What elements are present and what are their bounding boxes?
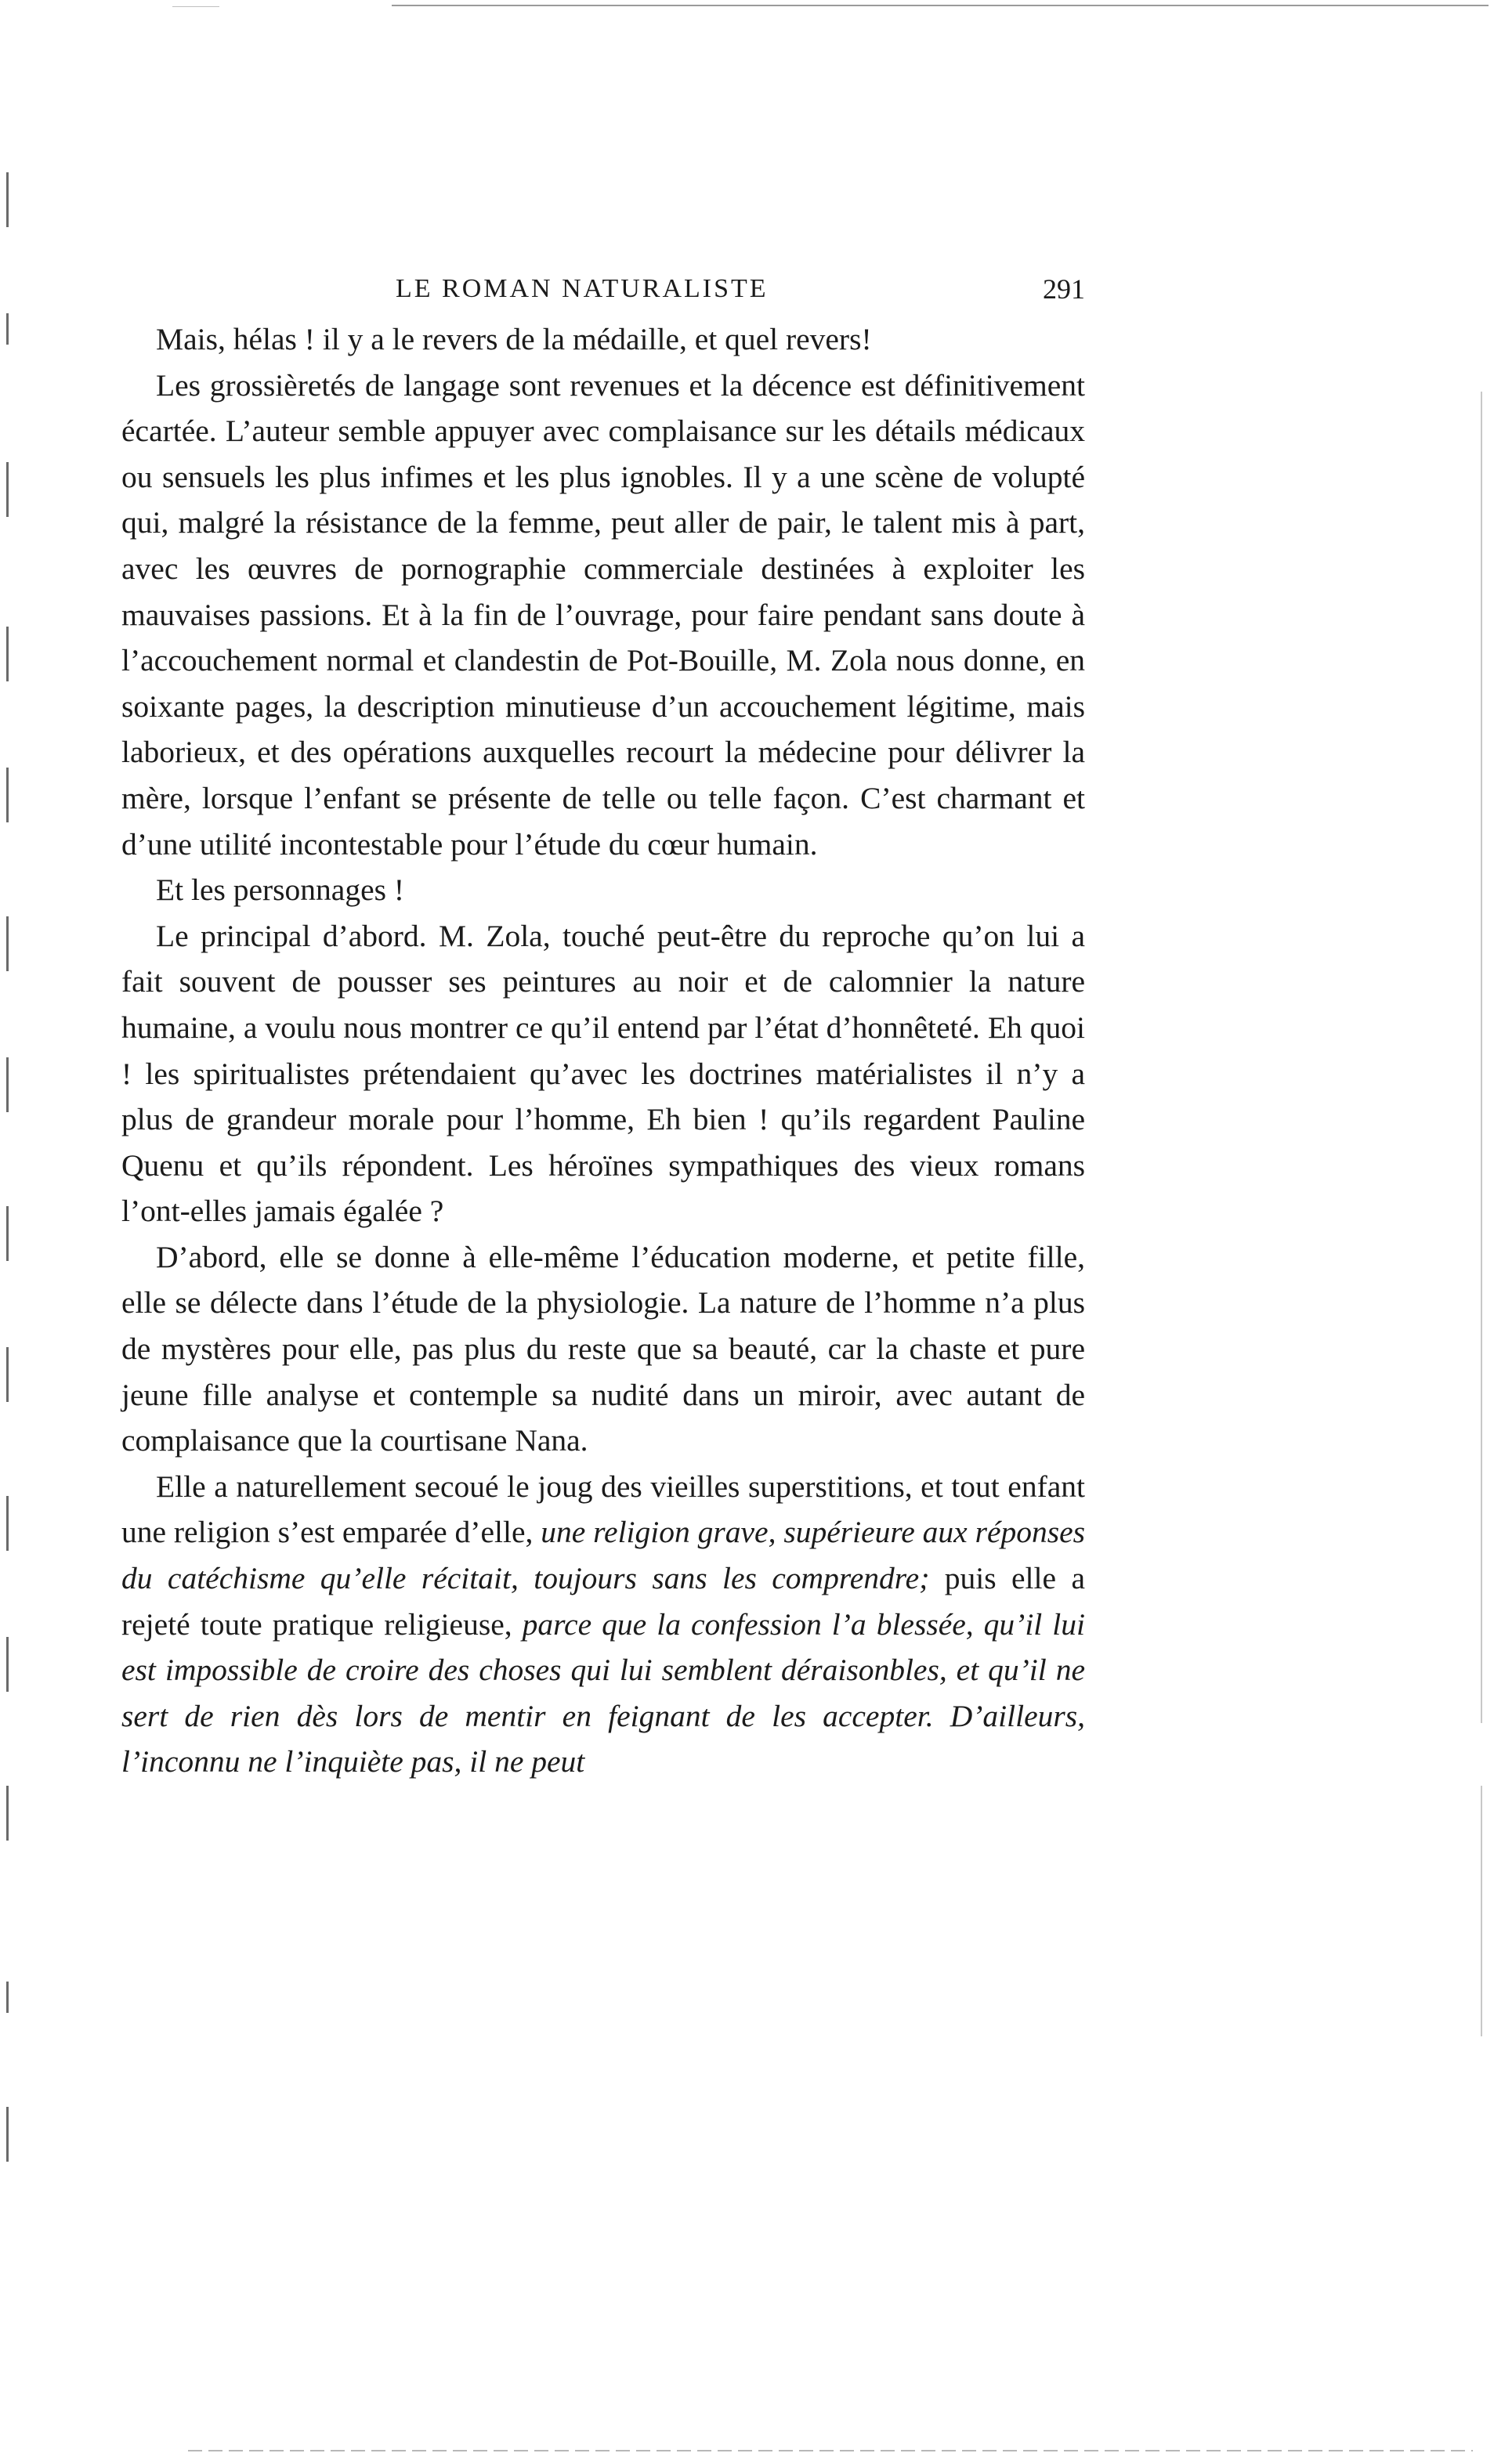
body-text xyxy=(121,316,1085,1785)
scan-edge-mark xyxy=(6,172,9,227)
scan-edge-mark xyxy=(6,916,9,971)
scan-edge-line xyxy=(172,6,219,7)
text-segment: Et les personnages ! xyxy=(156,873,405,908)
book-page xyxy=(121,274,1085,1785)
paragraph xyxy=(121,913,1085,1234)
scan-edge-mark xyxy=(6,1496,9,1551)
paragraph xyxy=(121,1234,1085,1464)
paragraph xyxy=(121,867,1085,913)
scan-edge-mark xyxy=(6,1206,9,1261)
scan-edge-mark xyxy=(6,1637,9,1692)
italic-quotation: une religion grave, supérieure aux réponses du catéchisme qu’elle récitait, toujours sans les comprendre; xyxy=(121,1515,1086,1596)
scan-edge-mark xyxy=(6,768,9,822)
text-segment: Le principal d’abord. M. Zola, touché peut-être du reproche qu’on lui a fait souvent de pousser ses peintures au noir et de calomnier la nature humaine, a voulu nous montrer ce qu’il entend par l’état d’honnêteté. Eh quoi ! les spiritualistes prétendaient qu’avec les doctrines matérialistes il n’y a plus de grandeur morale pour l’homme, Eh bien ! qu’ils regardent Pauline Quenu et qu’ils répondent. Les héroïnes sympathiques des vieux romans l’ont-elles jamais égalée ? xyxy=(121,918,1085,1229)
text-segment: puis elle a rejeté toute pratique religieuse, xyxy=(121,1561,1085,1642)
text-segment: Elle a naturellement secoué le joug des vieilles superstitions, et tout enfant une religion s’est emparée d’elle, xyxy=(121,1469,1085,1550)
scan-edge-mark xyxy=(6,1982,9,2013)
paragraph xyxy=(121,316,1085,363)
scan-edge-mark xyxy=(6,2107,9,2162)
scan-edge-line xyxy=(188,2450,1473,2451)
page-number: 291 xyxy=(1043,273,1085,305)
scan-right-edge xyxy=(1481,1786,1482,2036)
scan-edge-mark xyxy=(6,1786,9,1841)
paragraph xyxy=(121,363,1085,868)
scan-edge-mark xyxy=(6,1347,9,1402)
scan-edge-mark xyxy=(6,627,9,681)
text-segment: Mais, hélas ! il y a le revers de la médaille, et quel revers! xyxy=(156,322,872,356)
scan-right-edge xyxy=(1481,392,1482,1723)
scan-edge-mark xyxy=(6,313,9,345)
scan-edge-mark xyxy=(6,462,9,517)
scan-edge-mark xyxy=(6,1057,9,1112)
running-head: LE ROMAN NATURALISTE xyxy=(396,274,769,303)
page-header xyxy=(121,274,1085,316)
scan-edge-line xyxy=(392,5,1489,6)
paragraph xyxy=(121,1464,1085,1785)
italic-quotation: parce que la confession l’a blessée, qu’il lui est impossible de croire des choses qui lui semblent déraisonbles, et qu’il ne sert de rien dès lors de mentir en feignant de les accepter. D’ailleurs, l’inconnu ne l’inquiète pas, il ne peut xyxy=(121,1606,1085,1779)
text-segment: D’abord, elle se donne à elle-même l’éducation moderne, et petite fille, elle se délecte dans l’étude de la physiologie. La nature de l’homme n’a plus de mystères pour elle, pas plus du reste que sa beauté, car la chaste et pure jeune fille analyse et contemple sa nudité dans un miroir, avec autant de complaisance que la courtisane Nana. xyxy=(121,1239,1085,1458)
text-segment: Les grossièretés de langage sont revenues et la décence est définitivement écartée. L’auteur semble appuyer avec complaisance sur les détails médicaux ou sensuels les plus infimes et les plus ignobles. Il y a une scène de volupté qui, malgré la résistance de la femme, peut aller de pair, le talent mis à part, avec les œuvres de pornographie commerciale destinées à exploiter les mauvaises passions. Et à la fin de l’ouvrage, pour faire pendant sans doute à l’accouchement normal et clandestin de Pot-Bouille, M. Zola nous donne, en soixante pages, la description minutieuse d’un accouchement légitime, mais laborieux, et des opérations auxquelles recourt la médecine pour délivrer la mère, lorsque l’enfant se présente de telle ou telle façon. C’est charmant et d’une utilité incontestable pour l’étude du cœur humain. xyxy=(121,367,1085,862)
